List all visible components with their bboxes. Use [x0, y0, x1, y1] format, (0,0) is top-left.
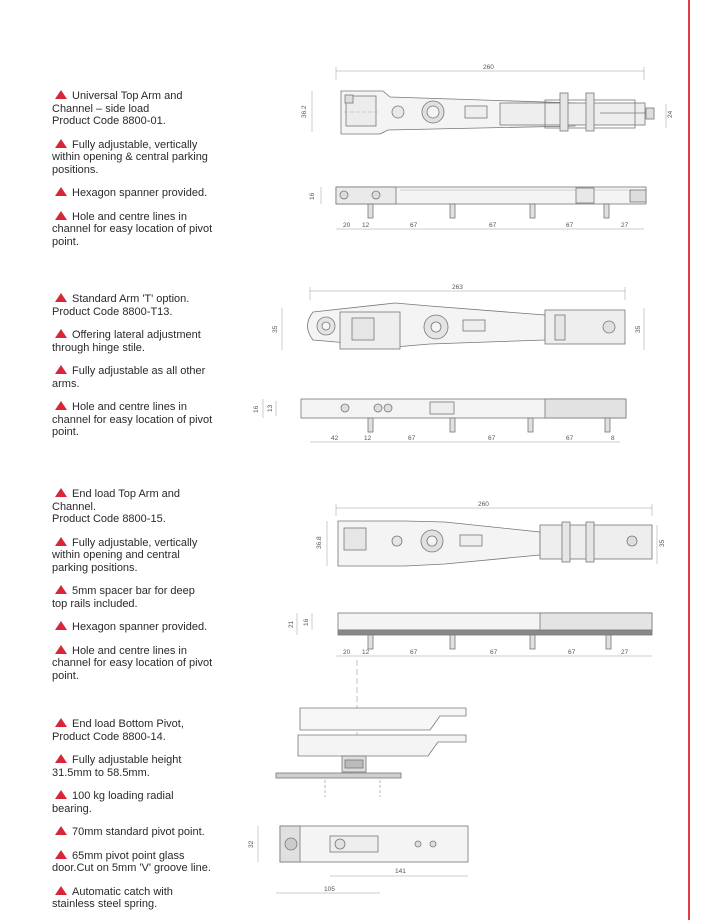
feature-text: Hexagon spanner provided.: [72, 621, 208, 633]
dim-label: 36.2: [301, 105, 308, 118]
dim-label: 16: [253, 405, 260, 413]
dim-label: 67: [566, 222, 574, 229]
drawing-universal-arm-top-view: [312, 67, 666, 134]
dim-label: 67: [568, 649, 576, 656]
drawing-end-load-arm-top-view: [327, 504, 657, 566]
feature-text: Fully adjustable, vertically within opening & central parking positions.: [52, 138, 208, 176]
dim-label: 36.8: [316, 536, 323, 549]
dim-label: 8: [611, 435, 615, 442]
dim-label: 105: [324, 886, 335, 893]
dim-label: 141: [395, 868, 406, 875]
feature-text: 70mm standard pivot point.: [72, 826, 205, 838]
dim-label: 16: [309, 192, 316, 200]
feature-text: Automatic catch with stainless steel spring.: [52, 885, 173, 910]
dim-label: 67: [566, 435, 574, 442]
drawing-universal-arm-side-view: [321, 187, 646, 229]
feature-text: Hole and centre lines in channel for easy location of pivot point.: [52, 401, 213, 438]
dim-label: 20: [343, 649, 351, 656]
dim-label: 32: [248, 840, 255, 848]
feature-text: Hexagon spanner provided.: [72, 187, 208, 199]
feature-text: 65mm pivot point glass door.Cut on 5mm 'V' groove line.: [52, 849, 211, 874]
drawing-bottom-pivot-top-view: [258, 826, 468, 893]
dim-label: 24: [667, 110, 674, 118]
feature-text: Fully adjustable, vertically within opening and central parking positions.: [52, 536, 198, 574]
dim-label: 21: [288, 620, 295, 628]
feature-text: 100 kg loading radial bearing.: [52, 790, 174, 815]
dim-label: 27: [621, 222, 629, 229]
dim-label: 263: [452, 284, 463, 291]
dim-label: 67: [488, 435, 496, 442]
dim-label: 12: [362, 222, 370, 229]
dim-label: 35: [659, 539, 666, 547]
dim-label: 20: [343, 222, 351, 229]
feature-text: Universal Top Arm and Channel – side load Product Code 8800-01.: [52, 90, 183, 127]
dim-label: 260: [483, 64, 494, 71]
dim-label: 12: [362, 649, 370, 656]
dim-label: 67: [489, 222, 497, 229]
drawing-standard-arm-top-view: [282, 287, 644, 350]
dim-label: 67: [410, 649, 418, 656]
feature-text: End load Bottom Pivot, Product Code 8800-14.: [52, 718, 184, 743]
dim-label: 35: [635, 325, 642, 333]
dim-label: 67: [490, 649, 498, 656]
dim-label: 67: [410, 222, 418, 229]
drawing-bottom-pivot-side-view: [276, 708, 466, 797]
dim-label: 42: [331, 435, 339, 442]
feature-text: Offering lateral adjustment through hinge stile.: [52, 329, 201, 354]
dim-label: 35: [272, 325, 279, 333]
feature-text: Fully adjustable as all other arms.: [52, 365, 206, 390]
dim-label: 16: [303, 618, 310, 626]
feature-text: 5mm spacer bar for deep top rails included.: [52, 585, 195, 610]
feature-text: Fully adjustable height 31.5mm to 58.5mm.: [52, 754, 182, 779]
dim-label: 27: [621, 649, 629, 656]
dim-label: 67: [408, 435, 416, 442]
feature-text: Standard Arm 'T' option. Product Code 8800-T13.: [52, 293, 190, 318]
dim-label: 260: [478, 501, 489, 508]
feature-text: Hole and centre lines in channel for easy location of pivot point.: [52, 644, 213, 682]
dim-label: 13: [267, 404, 274, 412]
feature-text: Hole and centre lines in channel for easy location of pivot point.: [52, 210, 213, 248]
dim-label: 12: [364, 435, 372, 442]
feature-text: End load Top Arm and Channel. Product Code 8800-15.: [52, 488, 181, 525]
